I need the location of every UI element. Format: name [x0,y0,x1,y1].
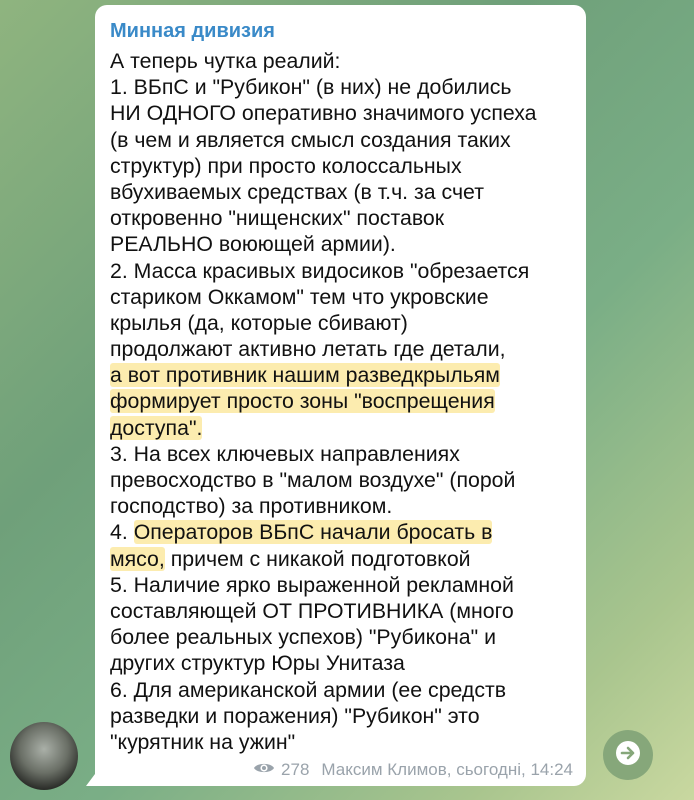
message-line [110,650,536,676]
line-text: (в чем и является смысл создания таких [110,127,511,152]
message-line [110,388,536,414]
message-line [110,74,536,100]
line-text: 5. Наличие ярко выраженной рекламной [110,572,514,597]
line-text: НИ ОДНОГО оперативно значимого успеха [110,101,537,126]
line-text: вбухиваемых средствах (в т.ч. за счет [110,179,484,204]
line-text: А теперь чутка реалий: [110,49,341,73]
line-text: "курятник на ужин" [110,729,296,754]
line-text: откровенно "нищенских" поставок [110,206,445,231]
line-text: 1. ВБпС и "Рубикон" (в них) не добились [110,75,512,100]
share-arrow-icon [613,738,643,773]
message-line [110,153,536,179]
message-line [110,624,536,650]
eye-icon [253,760,275,780]
highlighted-text: а вот противник нашим разведкрыльям [110,363,500,388]
bubble-tail [86,770,98,786]
message-line [110,546,536,572]
message-text [110,48,536,755]
line-text: других структур Юры Унитаза [110,651,405,676]
message-line [110,284,536,310]
message-line [110,729,536,755]
message-line [110,205,536,231]
message-line [110,519,536,545]
message-line [110,100,536,126]
highlighted-text: мясо, [110,546,165,571]
message-line [110,467,536,493]
message-line [110,362,536,388]
line-text: превосходство в "малом воздухе" (порой [110,468,516,492]
line-text: господство) за противником. [110,494,393,519]
line-text: 4. [110,520,134,545]
message-line [110,703,536,729]
message-line [110,598,536,624]
author-and-time: Максим Климов, сьогодні, 14:24 [321,760,573,779]
highlighted-text: Операторов ВБпС начали бросать в [133,520,493,545]
message-line [110,310,536,336]
message-line [110,48,536,74]
message-line [110,127,536,153]
message-bubble [95,5,586,786]
channel-avatar[interactable] [10,722,78,790]
line-text: 3. На всех ключевых направлениях [110,441,460,466]
channel-name[interactable]: Минная дивизия [110,20,275,42]
message-line [110,493,536,519]
line-text: более реальных успехов) "Рубикона" и [110,625,496,650]
line-text: составляющей ОТ ПРОТИВНИКА (много [110,598,514,623]
highlighted-text: формирует просто зоны "воспрещения [110,389,495,414]
line-text: 6. Для американской армии (ее средств [110,677,507,702]
highlighted-text: доступа". [110,415,203,440]
message-meta [253,760,573,780]
line-text: причем с никакой подготовкой [164,546,471,571]
line-text: структур) при просто колоссальных [110,153,462,178]
message-line [110,572,536,598]
message-line [110,336,536,362]
message-line [110,677,536,703]
message-line [110,258,536,284]
share-button[interactable] [603,730,653,780]
line-text: разведки и поражения) "Рубикон" это [110,703,480,728]
message-line [110,415,536,441]
message-line [110,179,536,205]
line-text: стариком Оккамом" тем что укровские [110,284,489,309]
line-text: 2. Масса красивых видосиков "обрезается [110,258,530,283]
line-text: крылья (да, которые сбивают) [110,310,408,335]
line-text: РЕАЛЬНО воюющей армии). [110,232,396,257]
view-count: 278 [281,760,310,779]
line-text: продолжают активно летать где детали, [110,337,506,362]
message-line [110,441,536,467]
message-line [110,231,536,257]
